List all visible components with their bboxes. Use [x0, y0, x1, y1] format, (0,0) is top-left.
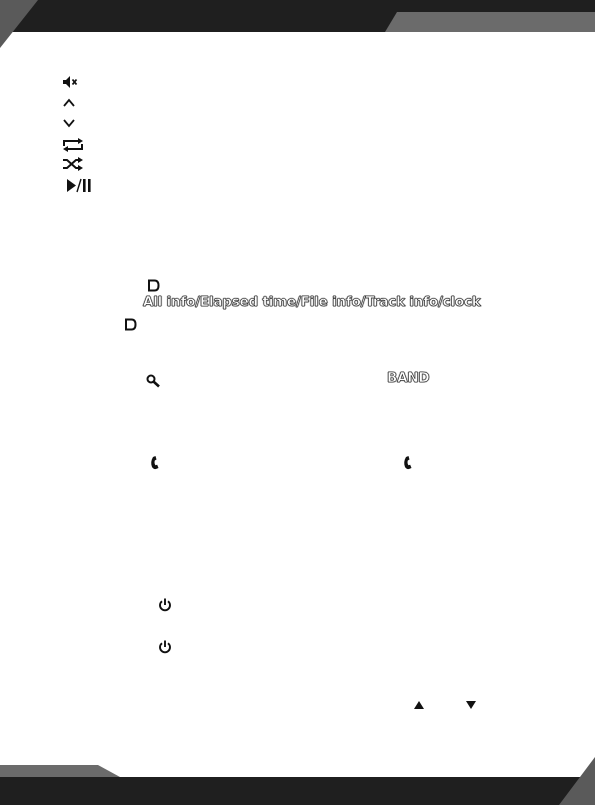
shuffle-icon	[62, 157, 84, 171]
phone-icon	[402, 455, 415, 470]
band-label: BAND	[387, 370, 430, 386]
power-icon	[158, 598, 172, 612]
triangle-up-icon	[413, 700, 425, 710]
mute-icon	[62, 75, 78, 89]
display-icon	[147, 279, 160, 292]
top-right-tab-decoration	[375, 0, 595, 32]
bottom-left-tab-decoration	[0, 765, 120, 777]
phone-icon	[149, 455, 162, 470]
triangle-down-icon	[465, 700, 477, 710]
power-icon	[158, 640, 172, 654]
bottom-right-corner-decoration	[535, 735, 595, 805]
top-left-corner-decoration	[0, 0, 60, 60]
chevron-down-icon	[62, 117, 76, 129]
footer-band	[0, 777, 595, 805]
repeat-icon	[62, 138, 84, 152]
search-icon	[146, 374, 161, 388]
chevron-up-icon	[62, 97, 76, 109]
display-icon	[124, 318, 137, 331]
display-modes-text: All info/Elapsed time/File info/Track info/clock	[143, 294, 481, 310]
play-pause-icon	[66, 178, 92, 193]
